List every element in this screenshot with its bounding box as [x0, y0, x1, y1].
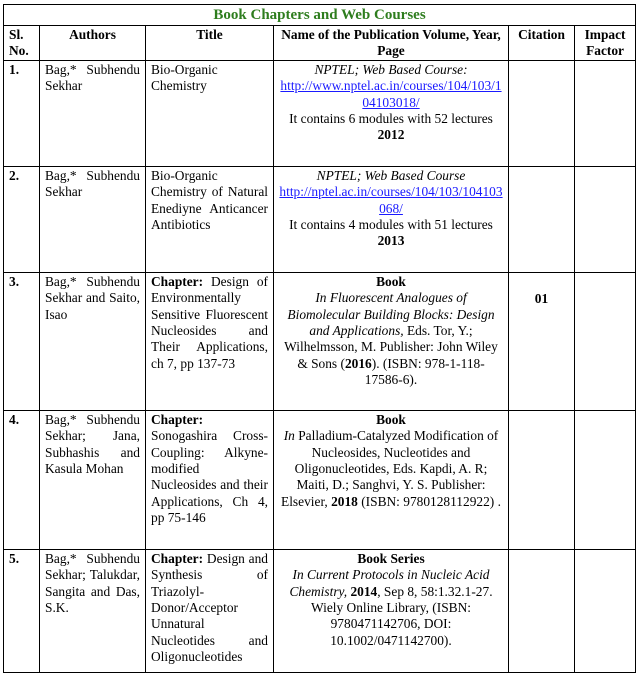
row-authors: Bag,* Subhendu Sekhar; Jana, Subhashis and Kasula Mohan — [40, 410, 146, 549]
row-citation — [509, 60, 575, 166]
pub-year: 2012 — [377, 127, 405, 143]
pub-note: It contains 4 modules with 51 lectures — [289, 217, 493, 233]
row-sl-no: 3. — [4, 272, 40, 410]
pub-italic: In Fluorescent Analogues of Biomolecular Building Blocks: Design and Applications, — [287, 290, 495, 339]
row-authors: Bag,* Subhendu Sekhar — [40, 60, 146, 166]
row-title — [146, 410, 274, 549]
row-authors: Bag,* Subhendu Sekhar; Talukdar, Sangita and Das, S.K. — [40, 549, 146, 672]
pub-text: Palladium-Catalyzed Modification of Nucleosides, Nucleotides and Oligonucleotides, Eds. Kapdi, A. R; Maiti, D.; Sanghvi, Y. S. Publisher: Elsevier, — [281, 428, 499, 509]
pub-note: It contains 6 modules with 52 lectures — [289, 111, 493, 127]
row-publication — [274, 60, 509, 166]
row-authors: Bag,* Subhendu Sekhar and Saito, Isao — [40, 272, 146, 410]
title-prefix: Chapter: — [151, 411, 204, 427]
header-authors: Authors — [40, 26, 146, 61]
pub-text: ). (ISBN: 978-1-118-17586-6). — [364, 355, 485, 388]
title-text: Bio-Organic Chemistry of Natural Enediyne Anticancer Antibiotics — [151, 167, 268, 233]
row-authors: Bag,* Subhendu Sekhar — [40, 166, 146, 272]
pub-type: Book Series — [357, 550, 425, 566]
title-prefix: Chapter: — [151, 273, 204, 289]
row-impact-factor — [575, 410, 636, 549]
title-text: Bio-Organic Chemistry — [151, 61, 218, 94]
table-row — [4, 60, 636, 166]
header-row — [4, 26, 636, 61]
row-sl-no: 4. — [4, 410, 40, 549]
table-title-row — [4, 5, 636, 26]
row-impact-factor — [575, 166, 636, 272]
row-citation — [509, 549, 575, 672]
pub-italic: NPTEL; Web Based Course — [316, 167, 466, 183]
row-title — [146, 272, 274, 410]
row-title — [146, 166, 274, 272]
row-title — [146, 549, 274, 672]
header-publication: Name of the Publication Volume, Year, Page — [274, 26, 509, 61]
title-text: Design of Environmentally Sensitive Fluorescent Nucleosides and Their Applications, ch 7, pp 137-73 — [151, 273, 268, 371]
header-sl-no: Sl. No. — [4, 26, 40, 61]
row-publication — [274, 272, 509, 410]
course-link[interactable]: http://www.nptel.ac.in/courses/104/103/104103018/ — [280, 78, 502, 110]
row-sl-no: 5. — [4, 549, 40, 672]
table-row — [4, 549, 636, 672]
header-citation: Citation — [509, 26, 575, 61]
pub-year: 2014 — [350, 583, 378, 599]
pub-italic: In — [283, 428, 295, 444]
row-citation — [509, 166, 575, 272]
row-sl-no: 1. — [4, 60, 40, 166]
header-title: Title — [146, 26, 274, 61]
header-impact-factor: Impact Factor — [575, 26, 636, 61]
row-sl-no: 2. — [4, 166, 40, 272]
row-publication — [274, 549, 509, 672]
row-publication — [274, 166, 509, 272]
pub-italic: NPTEL; Web Based Course: — [314, 61, 468, 77]
title-text: Sonogashira Cross-Coupling: Alkyne-modified Nucleosides and their Applications, Ch 4, pp 75-146 — [151, 428, 268, 526]
pub-year: 2016 — [344, 355, 372, 371]
pub-year: 2013 — [377, 233, 405, 249]
pub-type: Book — [376, 273, 406, 289]
table-row — [4, 410, 636, 549]
row-impact-factor — [575, 60, 636, 166]
table-title: Book Chapters and Web Courses — [4, 5, 636, 26]
title-prefix: Chapter: — [151, 550, 204, 566]
title-text: Design and Synthesis of Triazolyl-Donor/Acceptor Unnatural Nucleotides and Oligonucleotides — [151, 550, 268, 665]
row-publication — [274, 410, 509, 549]
pub-text: Eds. Tor, Y.; Wilhelmsson, M. Publisher: John Wiley & Sons ( — [284, 323, 498, 371]
pub-italic: In Current Protocols in Nucleic Acid Chemistry, — [289, 567, 490, 599]
pub-year: 2018 — [331, 493, 358, 509]
row-title — [146, 60, 274, 166]
row-citation: 01 — [509, 272, 575, 410]
table-row — [4, 272, 636, 410]
pub-type: Book — [376, 411, 406, 427]
course-link[interactable]: http://nptel.ac.in/courses/104/103/104103068/ — [279, 184, 503, 216]
row-impact-factor — [575, 549, 636, 672]
pub-text: , Sep 8, 58:1.32.1-27. Wiely Online Library, (ISBN: 9780471142706, DOI: 10.1002/0471142700). — [311, 583, 493, 648]
row-impact-factor — [575, 272, 636, 410]
row-citation — [509, 410, 575, 549]
table-row — [4, 166, 636, 272]
pub-text: (ISBN: 9780128112922) . — [357, 493, 501, 509]
publications-table — [3, 4, 636, 673]
